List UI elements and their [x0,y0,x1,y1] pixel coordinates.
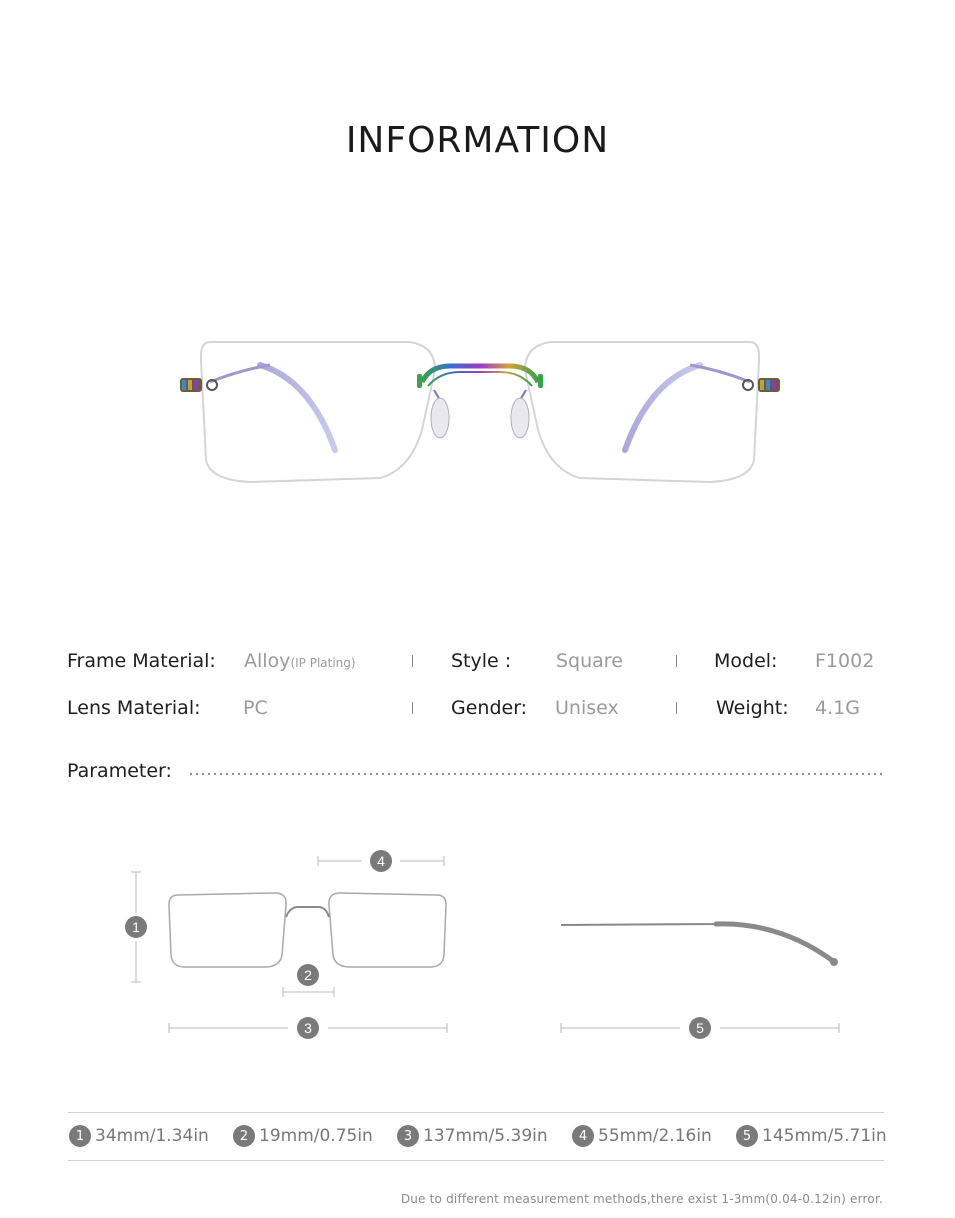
divider [676,702,677,714]
glasses-product-image [170,320,790,500]
measurement-4 [572,1125,712,1147]
weight-value: 4.1G [815,697,860,719]
front-lens-left [169,893,286,967]
measurement-2-text: 19mm/0.75in [259,1126,373,1146]
measurement-1 [69,1125,209,1147]
marker-4-label: 4 [377,853,385,869]
gender-value: Unisex [555,697,619,719]
divider [412,655,413,667]
measurement-5-text: 145mm/5.71in [762,1126,887,1146]
badge-3: 3 [397,1125,419,1147]
marker-1-label: 1 [132,919,140,935]
badge-2: 2 [233,1125,255,1147]
divider-top [68,1112,884,1113]
measurement-1-text: 34mm/1.34in [95,1126,209,1146]
measurement-3 [397,1125,548,1147]
badge-1: 1 [69,1125,91,1147]
measurement-3-text: 137mm/5.39in [423,1126,548,1146]
badge-4: 4 [572,1125,594,1147]
badge-5: 5 [736,1125,758,1147]
style-value: Square [556,650,623,672]
measurement-note: Due to different measurement methods,there exist 1-3mm(0.04-0.12in) error. [400,1192,883,1206]
model-value: F1002 [815,650,875,672]
frame-material-value: Alloy(IP Plating) [244,650,356,672]
marker-3-label: 3 [304,1020,312,1036]
divider-bottom [68,1160,884,1161]
left-hinge-icon [180,378,217,392]
measurement-5 [736,1125,887,1147]
dotted-leader [188,773,882,775]
right-hinge-icon [743,378,780,392]
marker-5-label: 5 [696,1020,704,1036]
marker-2-label: 2 [304,967,312,983]
style-label: Style : [451,650,512,672]
dimension-diagram [0,830,955,1050]
divider [676,655,677,667]
measurement-2 [233,1125,373,1147]
page-title: INFORMATION [345,120,610,161]
front-bridge [286,907,329,917]
frame-material-label: Frame Material: [67,650,216,672]
lens-material-value: PC [243,697,268,719]
divider [412,702,413,714]
model-label: Model: [714,650,778,672]
measurement-4-text: 55mm/2.16in [598,1126,712,1146]
temple-side-view [561,924,833,961]
front-lens-right [329,893,446,967]
gender-label: Gender: [451,697,528,719]
weight-label: Weight: [716,697,789,719]
lens-material-label: Lens Material: [67,697,201,719]
parameter-label: Parameter: [67,760,172,782]
